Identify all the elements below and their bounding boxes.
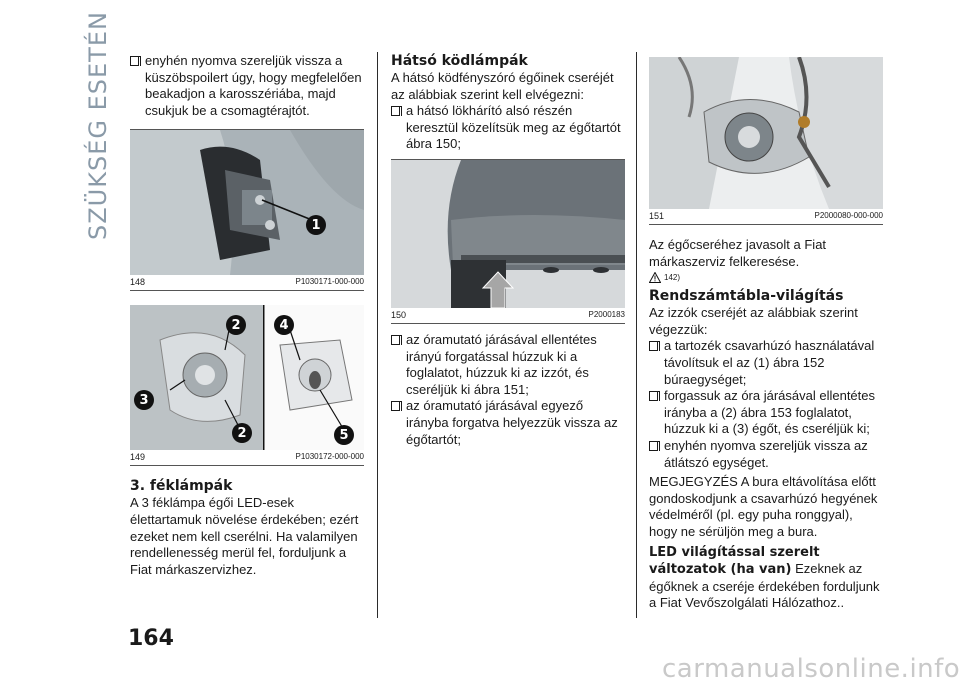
page-number: 164 [128, 626, 174, 651]
figure-image [391, 160, 625, 308]
bullet-paragraph [649, 388, 883, 438]
led-paragraph [649, 544, 883, 612]
bullet-text: forgassuk az óra járásával ellentétes irányba a (2) ábra 153 foglalatot, húzzuk ki a (3) égőt, és cseréljük ki; [664, 388, 876, 437]
callout-5: 5 [334, 425, 354, 445]
bullet-paragraph [649, 338, 883, 388]
warning-ref-text: 142) [664, 273, 681, 283]
bullet-text: enyhén nyomva szereljük vissza a küszöbspoilert úgy, hogy megfelelően beakadjon a karosszériába, majd csukjuk be a csomagtérajtót. [145, 53, 362, 118]
column-1 [130, 53, 364, 578]
body-text: A 3 féklámpa égői LED-esek élettartamuk növelése érdekében; ezért ezeket nem kell cserélni. Ha valamilyen rendellenesség merül fel, forduljunk a Fiat márkaszervizhez. [130, 495, 359, 577]
bullet-paragraph [391, 398, 625, 448]
callout-2: 2 [232, 423, 252, 443]
figure-number: 150 [391, 309, 407, 320]
callout-1: 1 [306, 215, 326, 235]
bullet-text: a tartozék csavarhúzó használatával távolítsuk el az (1) ábra 152 búraegységet; [664, 338, 875, 387]
warning-icon [649, 272, 661, 283]
column-3 [649, 53, 883, 612]
figure-number: 149 [130, 452, 146, 463]
figure-148 [130, 129, 364, 291]
section-title: SZÜKSÉG ESETÉN [84, 11, 112, 240]
column-divider [636, 52, 637, 618]
figure-number: 151 [649, 211, 665, 221]
section-heading: Hátsó ködlámpák [391, 53, 528, 69]
figure-number: 148 [130, 277, 146, 288]
figure-caption [391, 310, 625, 324]
warning-reference [649, 272, 680, 283]
body-text: Az izzók cseréjét az alábbiak szerint végezzük: [649, 305, 858, 337]
note-text: MEGJEGYZÉS A bura eltávolítása előtt gondoskodjunk a csavarhúzó hegyének védelméről (pl. egy puha ronggyal), hogy ne sérüljön meg a bura. [649, 474, 878, 539]
column-divider [377, 52, 378, 618]
section-heading: Rendszámtábla-világítás [649, 288, 844, 305]
callout-3: 3 [134, 390, 154, 410]
figure-image [649, 57, 883, 209]
bullet-paragraph [391, 103, 625, 153]
callout-4: 4 [274, 315, 294, 335]
column-2 [391, 53, 625, 448]
figure-code: P2000080-000-000 [814, 211, 883, 220]
figure-code: P1030172-000-000 [295, 452, 364, 462]
callout-2: 2 [226, 315, 246, 335]
figure-image [130, 305, 364, 450]
figure-caption [130, 452, 364, 466]
body-text: Az égőcseréhez javasolt a Fiat márkaszerviz felkeresése. [649, 237, 827, 269]
bullet-text: a hátsó lökhárító alsó részén keresztül közelítsük meg az égőtartót ábra 150; [406, 103, 621, 152]
bullet-text: enyhén nyomva szereljük vissza az átlátszó egységet. [664, 437, 868, 470]
body-text: A hátsó ködfényszóró égőinek cseréjét az alábbiak szerint kell elvégezni: [391, 70, 614, 102]
figure-149 [130, 305, 364, 466]
bullet-paragraph [649, 438, 883, 471]
bullet-paragraph [391, 332, 625, 398]
section-heading: 3. féklámpák [130, 478, 233, 495]
figure-151 [649, 57, 883, 225]
figure-code: P2000183 [588, 309, 625, 319]
figure-caption [649, 211, 883, 225]
bullet-paragraph [130, 53, 364, 119]
watermark: carmanualsonline.info [662, 654, 960, 683]
figure-caption [130, 277, 364, 291]
bullet-text: az óramutató járásával ellentétes irányú forgatással húzzuk ki a foglalatot, húzzuk ki az izzót, és cseréljük ki ábra 151; [406, 331, 597, 397]
figure-image [130, 130, 364, 275]
figure-150 [391, 159, 625, 324]
body-text: Ezeknek az égőknek a cseréje érdekében forduljunk a Fiat Vevőszolgálati Hálózathoz.. [649, 561, 880, 611]
bullet-text: az óramutató járásával egyező irányba forgatva helyezzük vissza az égőtartót; [406, 398, 618, 447]
subsection-heading: LED világítással szerelt változatok (ha van) [649, 544, 820, 578]
figure-code: P1030171-000-000 [295, 277, 364, 287]
